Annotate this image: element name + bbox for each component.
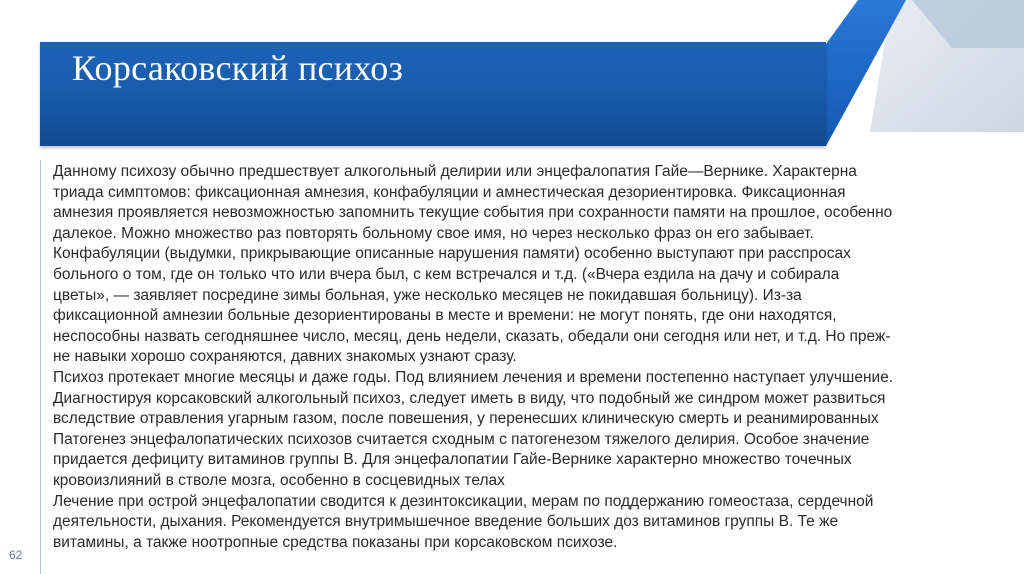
body-line: не навыки хорошо сохраняются, давних знакомых узнают сразу. — [53, 348, 517, 366]
body-line: неспособны назвать сегодняшнее число, месяц, день недели, сказать, обедали они сегодня или нет, и т.д. Но преж- — [53, 327, 891, 345]
body-line: кровоизлияний в стволе мозга, особенно в сосцевидных телах — [53, 471, 505, 489]
body-line: витамины, а также ноотропные средства показаны при корсаковском психозе. — [53, 533, 618, 551]
body-line: деятельности, дыхания. Рекомендуется внутримышечное введение больших доз витаминов группы В. Те же — [53, 513, 839, 531]
slide-body-text — [53, 162, 1003, 553]
body-line: Конфабуляции (выдумки, прикрывающие описанные нарушения памяти) особенно выступают при расспросах — [53, 245, 851, 263]
body-line: цветы», — заявляет посредине зимы больная, уже несколько месяцев не покидавшая больницу). Из-за — [53, 286, 802, 304]
body-line: Лечение при острой энцефалопатии сводится к дезинтоксикации, мерам по поддержанию гомеостаза, сердечной — [53, 492, 874, 510]
body-line: Данному психозу обычно предшествует алкогольный делирии или энцефалопатия Гайе—Вернике. Характерна — [53, 163, 857, 180]
left-divider — [40, 160, 41, 574]
body-line: вследствие отравления угарным газом, после повешения, у перенесших клиническую смерть и реанимированных — [53, 410, 879, 428]
body-line: придается дефициту витаминов группы В. Для энцефалопатии Гайе-Вернике характерно множество точечных — [53, 451, 852, 469]
body-line: триада симптомов: фиксационная амнезия, конфабуляции и амнестическая дезориентировка. Фиксационная — [53, 183, 846, 201]
body-line: больного о том, где он только что или вчера был, с кем встречался и т.д. («Вчера ездила на дачу и собирала — [53, 265, 840, 283]
body-line: далекое. Можно множество раз повторять больному свое имя, но через несколько фраз он его забывает. — [53, 224, 814, 242]
body-line: Психоз протекает многие месяцы и даже годы. Под влиянием лечения и времени постепенно наступает улучшение. — [53, 368, 894, 386]
slide-title: Корсаковский психоз — [72, 48, 404, 88]
body-line: Диагностируя корсаковский алкогольный психоз, следует иметь в виду, что подобный же синдром может развиться — [53, 389, 886, 407]
slide-number: 62 — [9, 548, 23, 562]
body-line: Патогенез энцефалопатических психозов считается сходным с патогенезом тяжелого делирия. Особое значение — [53, 430, 870, 448]
body-line: амнезия проявляется невозможностью запомнить текущие события при сохранности памяти на прошлое, особенно — [53, 204, 893, 222]
body-line: фиксационной амнезии больные дезориентированы в месте и времени: не могут понять, где они находятся, — [53, 307, 837, 325]
